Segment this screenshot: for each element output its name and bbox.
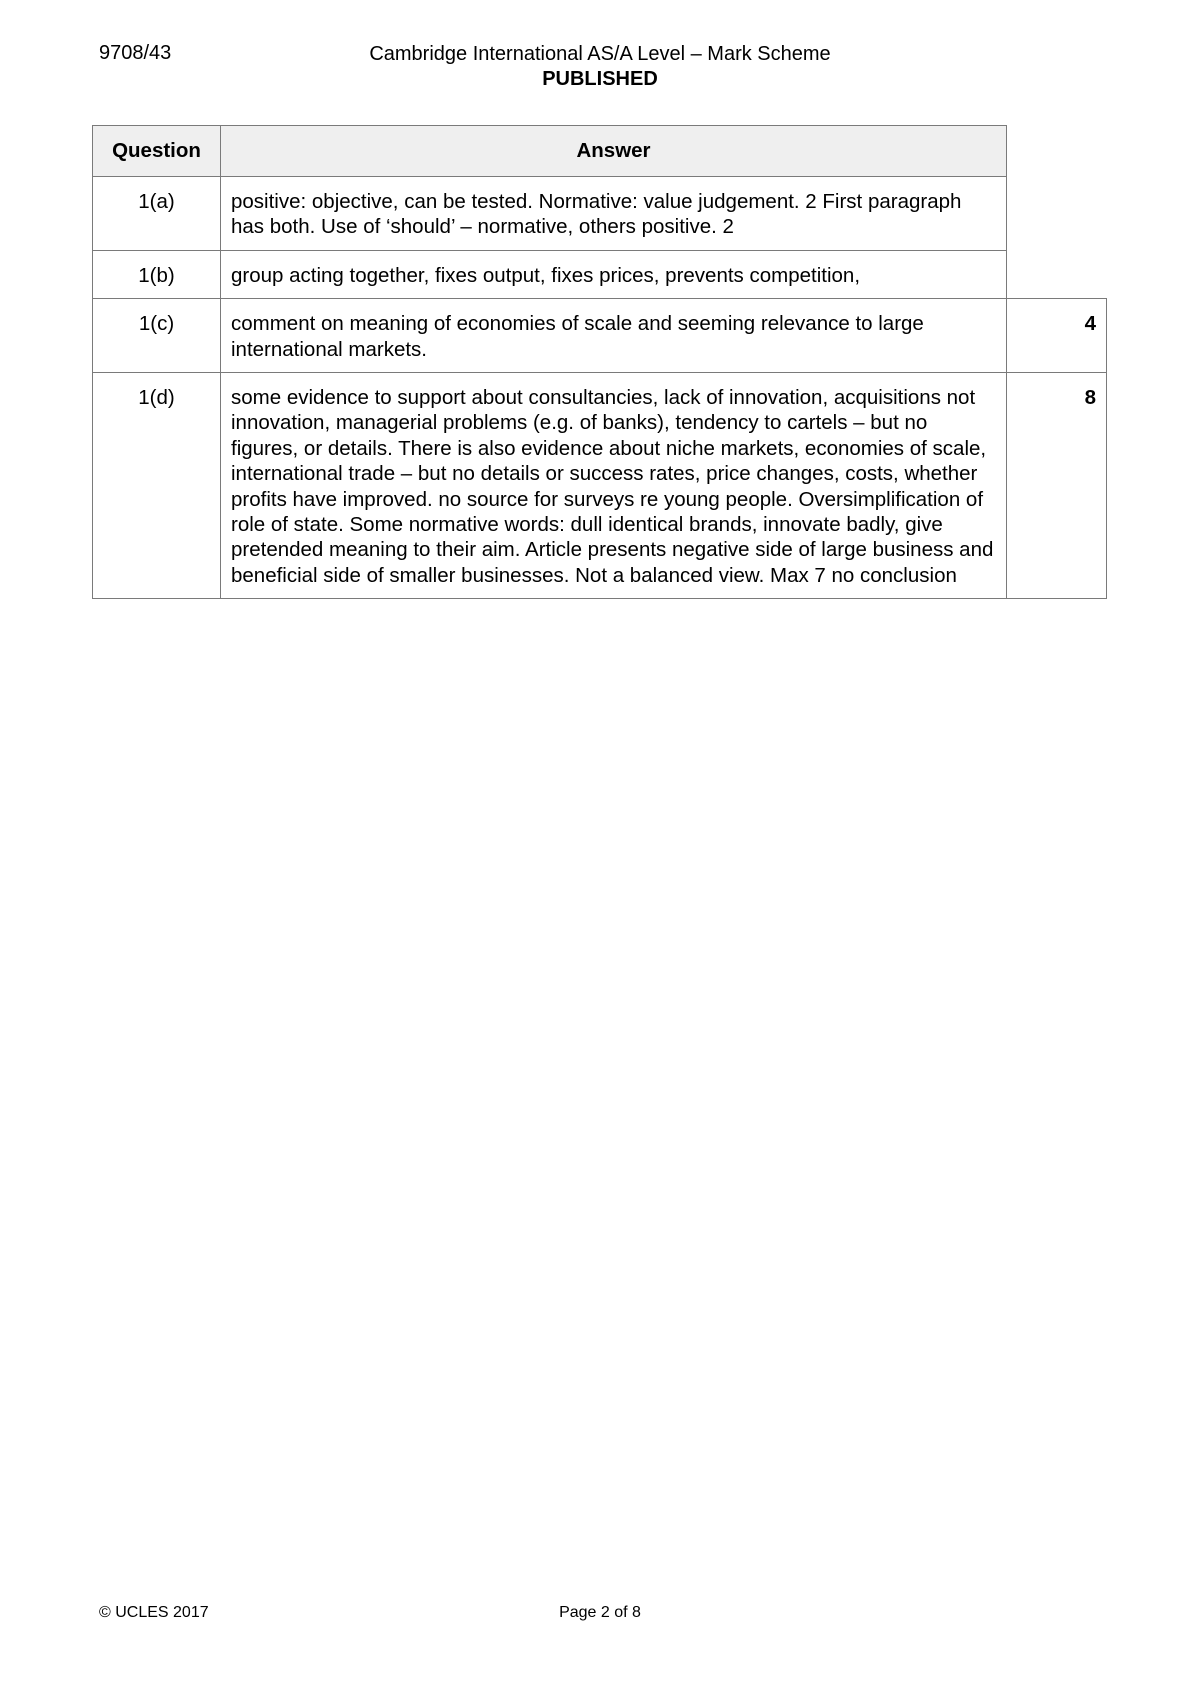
question-number: 1(d) [93, 373, 221, 599]
question-column-header: Question [93, 126, 221, 177]
marks-value: 8 [1007, 373, 1107, 599]
page-number: Page 2 of 8 [559, 1604, 641, 1621]
page-header [0, 42, 1190, 98]
marks-value: 4 [1007, 299, 1107, 373]
table-row [93, 250, 1107, 298]
mark-scheme-table [92, 125, 1107, 599]
answer-text: positive: objective, can be tested. Normative: value judgement. 2 First paragraph has both. Use of ‘should’ – normative, others positive. 2 [221, 177, 1007, 251]
table-row [93, 177, 1107, 251]
answer-text: group acting together, fixes output, fixes prices, prevents competition, [221, 250, 1007, 298]
table-header-row [93, 126, 1107, 177]
marks-column-header [1007, 126, 1107, 177]
question-number: 1(c) [93, 299, 221, 373]
copyright-notice: © UCLES 2017 [99, 1604, 209, 1621]
answer-text: comment on meaning of economies of scale and seeming relevance to large international markets. [221, 299, 1007, 373]
answer-column-header: Answer [221, 126, 1007, 177]
question-number: 1(b) [93, 250, 221, 298]
answer-text: some evidence to support about consultancies, lack of innovation, acquisitions not innovation, managerial problems (e.g. of banks), tendency to cartels – but no figures, or details. There is also evidence about niche markets, economies of scale, international trade – but no details or success rates, price changes, costs, whether profits have improved. no source for surveys re young people. Oversimplification of role of state. Some normative words: dull identical brands, innovate badly, give pretended meaning to their aim. Article presents negative side of large business and beneficial side of smaller businesses. Not a balanced view. Max 7 no conclusion [221, 373, 1007, 599]
table-row [93, 373, 1107, 599]
marks-value [1007, 250, 1107, 298]
publication-status: PUBLISHED [542, 68, 658, 90]
paper-code: 9708/43 [99, 42, 172, 64]
header-center [340, 42, 860, 92]
document-title: Cambridge International AS/A Level – Mark Scheme [369, 43, 831, 65]
marks-value [1007, 177, 1107, 251]
question-number: 1(a) [93, 177, 221, 251]
table-row [93, 299, 1107, 373]
